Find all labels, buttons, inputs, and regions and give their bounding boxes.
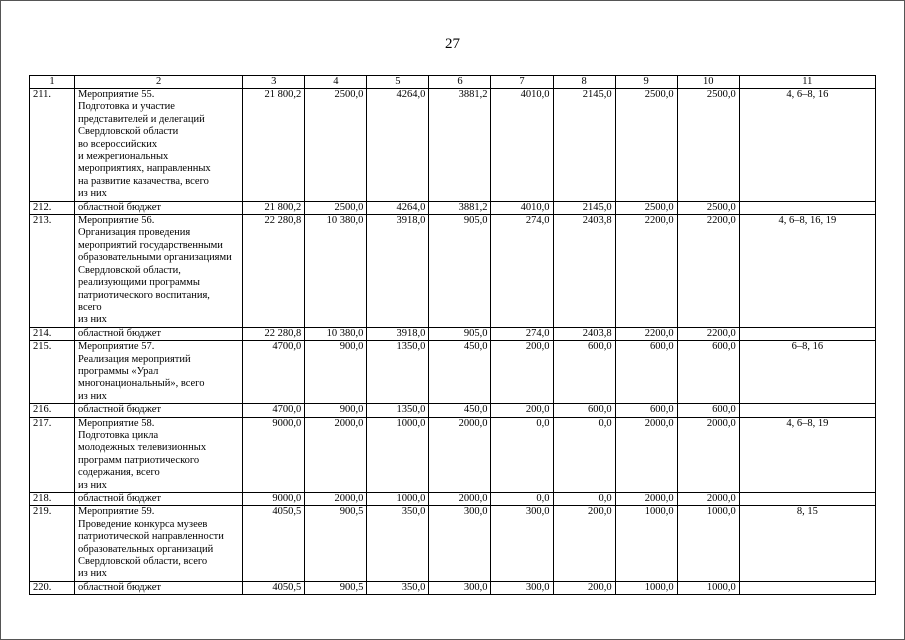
table-row — [30, 506, 876, 581]
value-cell: 4010,0 — [491, 201, 553, 214]
value-cell: 2145,0 — [553, 89, 615, 202]
value-cell: 1000,0 — [615, 506, 677, 581]
description-line: из них — [78, 390, 107, 402]
column-header: 10 — [677, 76, 739, 89]
page-number: 27 — [445, 36, 460, 52]
value-cell: 2000,0 — [429, 417, 491, 492]
value-cell: 4264,0 — [367, 89, 429, 202]
description-line: Мероприятие 57. — [78, 341, 155, 353]
description-line: Свердловской области — [78, 126, 179, 138]
row-number: 215. — [30, 341, 75, 404]
target-indicators — [739, 404, 875, 417]
value-cell: 4700,0 — [243, 341, 305, 404]
target-indicators: 6–8, 16 — [739, 341, 875, 404]
description-line: Проведение конкурса музеев — [78, 518, 208, 530]
row-number: 220. — [30, 581, 75, 594]
target-indicators — [739, 581, 875, 594]
description-line: многонациональный», всего — [78, 378, 205, 390]
description-line: Свердловской области, — [78, 264, 181, 276]
value-cell: 10 380,0 — [305, 215, 367, 328]
target-indicators: 8, 15 — [739, 506, 875, 581]
value-cell: 3881,2 — [429, 201, 491, 214]
description-line: Подготовка цикла — [78, 429, 159, 441]
row-description — [75, 581, 243, 594]
column-header: 2 — [75, 76, 243, 89]
description-line: всего — [78, 301, 102, 313]
description-line: реализующими программы — [78, 277, 200, 289]
value-cell: 2000,0 — [429, 493, 491, 506]
value-cell: 2200,0 — [615, 327, 677, 340]
description-line: из них — [78, 314, 107, 326]
budget-table — [29, 75, 876, 595]
description-line: представителей и делегаций — [78, 113, 205, 125]
value-cell: 9000,0 — [243, 417, 305, 492]
value-cell: 9000,0 — [243, 493, 305, 506]
value-cell: 2500,0 — [677, 89, 739, 202]
value-cell: 2000,0 — [615, 493, 677, 506]
value-cell: 300,0 — [491, 506, 553, 581]
column-header: 8 — [553, 76, 615, 89]
value-cell: 3918,0 — [367, 327, 429, 340]
value-cell: 900,0 — [305, 404, 367, 417]
value-cell: 4050,5 — [243, 506, 305, 581]
value-cell: 200,0 — [553, 581, 615, 594]
description-line: областной бюджет — [78, 493, 162, 504]
value-cell: 4050,5 — [243, 581, 305, 594]
row-number: 219. — [30, 506, 75, 581]
value-cell: 2403,8 — [553, 327, 615, 340]
table-row — [30, 327, 876, 340]
value-cell: 4010,0 — [491, 89, 553, 202]
value-cell: 900,0 — [305, 341, 367, 404]
table-row — [30, 404, 876, 417]
value-cell: 0,0 — [491, 417, 553, 492]
target-indicators: 4, 6–8, 16, 19 — [739, 215, 875, 328]
value-cell: 2200,0 — [677, 327, 739, 340]
value-cell: 905,0 — [429, 215, 491, 328]
description-line: во всероссийских — [78, 138, 158, 150]
value-cell: 2000,0 — [305, 493, 367, 506]
description-line: программы «Урал — [78, 365, 159, 377]
row-description — [75, 215, 243, 328]
value-cell: 2403,8 — [553, 215, 615, 328]
row-number: 214. — [30, 327, 75, 340]
value-cell: 22 280,8 — [243, 215, 305, 328]
value-cell: 21 800,2 — [243, 89, 305, 202]
description-line: содержания, всего — [78, 467, 160, 479]
value-cell: 2000,0 — [677, 417, 739, 492]
description-line: патриотического воспитания, — [78, 289, 210, 301]
value-cell: 600,0 — [553, 404, 615, 417]
description-line: на развитие казачества, всего — [78, 175, 209, 187]
value-cell: 2000,0 — [677, 493, 739, 506]
value-cell: 274,0 — [491, 215, 553, 328]
description-line: мероприятий государственными — [78, 239, 223, 251]
value-cell: 600,0 — [615, 341, 677, 404]
description-line: областной бюджет — [78, 201, 162, 213]
description-line: из них — [78, 568, 107, 580]
table-row — [30, 581, 876, 594]
row-description — [75, 89, 243, 202]
table-row — [30, 89, 876, 202]
column-header: 11 — [739, 76, 875, 89]
value-cell: 1000,0 — [367, 493, 429, 506]
value-cell: 300,0 — [491, 581, 553, 594]
value-cell: 2500,0 — [677, 201, 739, 214]
value-cell: 200,0 — [553, 506, 615, 581]
value-cell: 0,0 — [491, 493, 553, 506]
row-number: 212. — [30, 201, 75, 214]
table-row — [30, 215, 876, 328]
description-line: Мероприятие 56. — [78, 215, 155, 227]
table-row — [30, 493, 876, 506]
description-line: Мероприятие 55. — [78, 89, 155, 100]
value-cell: 200,0 — [491, 341, 553, 404]
description-line: Подготовка и участие — [78, 101, 175, 113]
column-header: 1 — [30, 76, 75, 89]
row-description — [75, 417, 243, 492]
row-description — [75, 327, 243, 340]
description-line: Реализация мероприятий — [78, 353, 191, 365]
description-line: патриотической направленности — [78, 531, 224, 543]
description-line: из них — [78, 188, 107, 200]
description-line: Мероприятие 59. — [78, 506, 155, 518]
value-cell: 450,0 — [429, 341, 491, 404]
value-cell: 21 800,2 — [243, 201, 305, 214]
column-header: 7 — [491, 76, 553, 89]
row-description — [75, 506, 243, 581]
value-cell: 200,0 — [491, 404, 553, 417]
row-number: 213. — [30, 215, 75, 328]
value-cell: 22 280,8 — [243, 327, 305, 340]
description-line: Свердловской области, всего — [78, 556, 208, 568]
value-cell: 1000,0 — [677, 581, 739, 594]
description-line: программ патриотического — [78, 454, 200, 466]
row-number: 218. — [30, 493, 75, 506]
column-header: 9 — [615, 76, 677, 89]
value-cell: 2200,0 — [615, 215, 677, 328]
value-cell: 600,0 — [677, 341, 739, 404]
value-cell: 1000,0 — [367, 417, 429, 492]
value-cell: 2500,0 — [615, 201, 677, 214]
value-cell: 2000,0 — [305, 417, 367, 492]
target-indicators — [739, 201, 875, 214]
value-cell: 1000,0 — [615, 581, 677, 594]
row-description — [75, 201, 243, 214]
value-cell: 600,0 — [677, 404, 739, 417]
value-cell: 4264,0 — [367, 201, 429, 214]
row-description — [75, 341, 243, 404]
description-line: областной бюджет — [78, 404, 162, 416]
value-cell: 450,0 — [429, 404, 491, 417]
column-header: 3 — [243, 76, 305, 89]
column-header: 5 — [367, 76, 429, 89]
value-cell: 3881,2 — [429, 89, 491, 202]
column-header: 4 — [305, 76, 367, 89]
value-cell: 300,0 — [429, 506, 491, 581]
value-cell: 2500,0 — [305, 89, 367, 202]
description-line: областной бюджет — [78, 581, 162, 593]
value-cell: 1350,0 — [367, 341, 429, 404]
target-indicators — [739, 493, 875, 506]
target-indicators — [739, 327, 875, 340]
description-line: мероприятиях, направленных — [78, 163, 211, 175]
value-cell: 350,0 — [367, 581, 429, 594]
target-indicators: 4, 6–8, 19 — [739, 417, 875, 492]
row-number: 211. — [30, 89, 75, 202]
value-cell: 0,0 — [553, 493, 615, 506]
row-number: 216. — [30, 404, 75, 417]
value-cell: 300,0 — [429, 581, 491, 594]
value-cell: 350,0 — [367, 506, 429, 581]
description-line: Организация проведения — [78, 227, 191, 239]
table-row — [30, 417, 876, 492]
table-row — [30, 201, 876, 214]
value-cell: 274,0 — [491, 327, 553, 340]
value-cell: 1000,0 — [677, 506, 739, 581]
description-line: молодежных телевизионных — [78, 442, 207, 454]
value-cell: 3918,0 — [367, 215, 429, 328]
value-cell: 0,0 — [553, 417, 615, 492]
description-line: из них — [78, 479, 107, 491]
target-indicators: 4, 6–8, 16 — [739, 89, 875, 202]
description-line: и межрегиональных — [78, 151, 169, 163]
row-number: 217. — [30, 417, 75, 492]
value-cell: 4700,0 — [243, 404, 305, 417]
value-cell: 900,5 — [305, 581, 367, 594]
table-row — [30, 341, 876, 404]
description-line: образовательными организациями — [78, 252, 232, 264]
value-cell: 10 380,0 — [305, 327, 367, 340]
value-cell: 600,0 — [553, 341, 615, 404]
description-line: областной бюджет — [78, 327, 162, 339]
value-cell: 2500,0 — [305, 201, 367, 214]
row-description — [75, 404, 243, 417]
value-cell: 905,0 — [429, 327, 491, 340]
column-header: 6 — [429, 76, 491, 89]
description-line: Мероприятие 58. — [78, 417, 155, 429]
row-description — [75, 493, 243, 506]
value-cell: 2000,0 — [615, 417, 677, 492]
value-cell: 2200,0 — [677, 215, 739, 328]
value-cell: 2500,0 — [615, 89, 677, 202]
value-cell: 900,5 — [305, 506, 367, 581]
value-cell: 1350,0 — [367, 404, 429, 417]
description-line: образовательных организаций — [78, 543, 214, 555]
value-cell: 600,0 — [615, 404, 677, 417]
header-row — [30, 76, 876, 89]
value-cell: 2145,0 — [553, 201, 615, 214]
